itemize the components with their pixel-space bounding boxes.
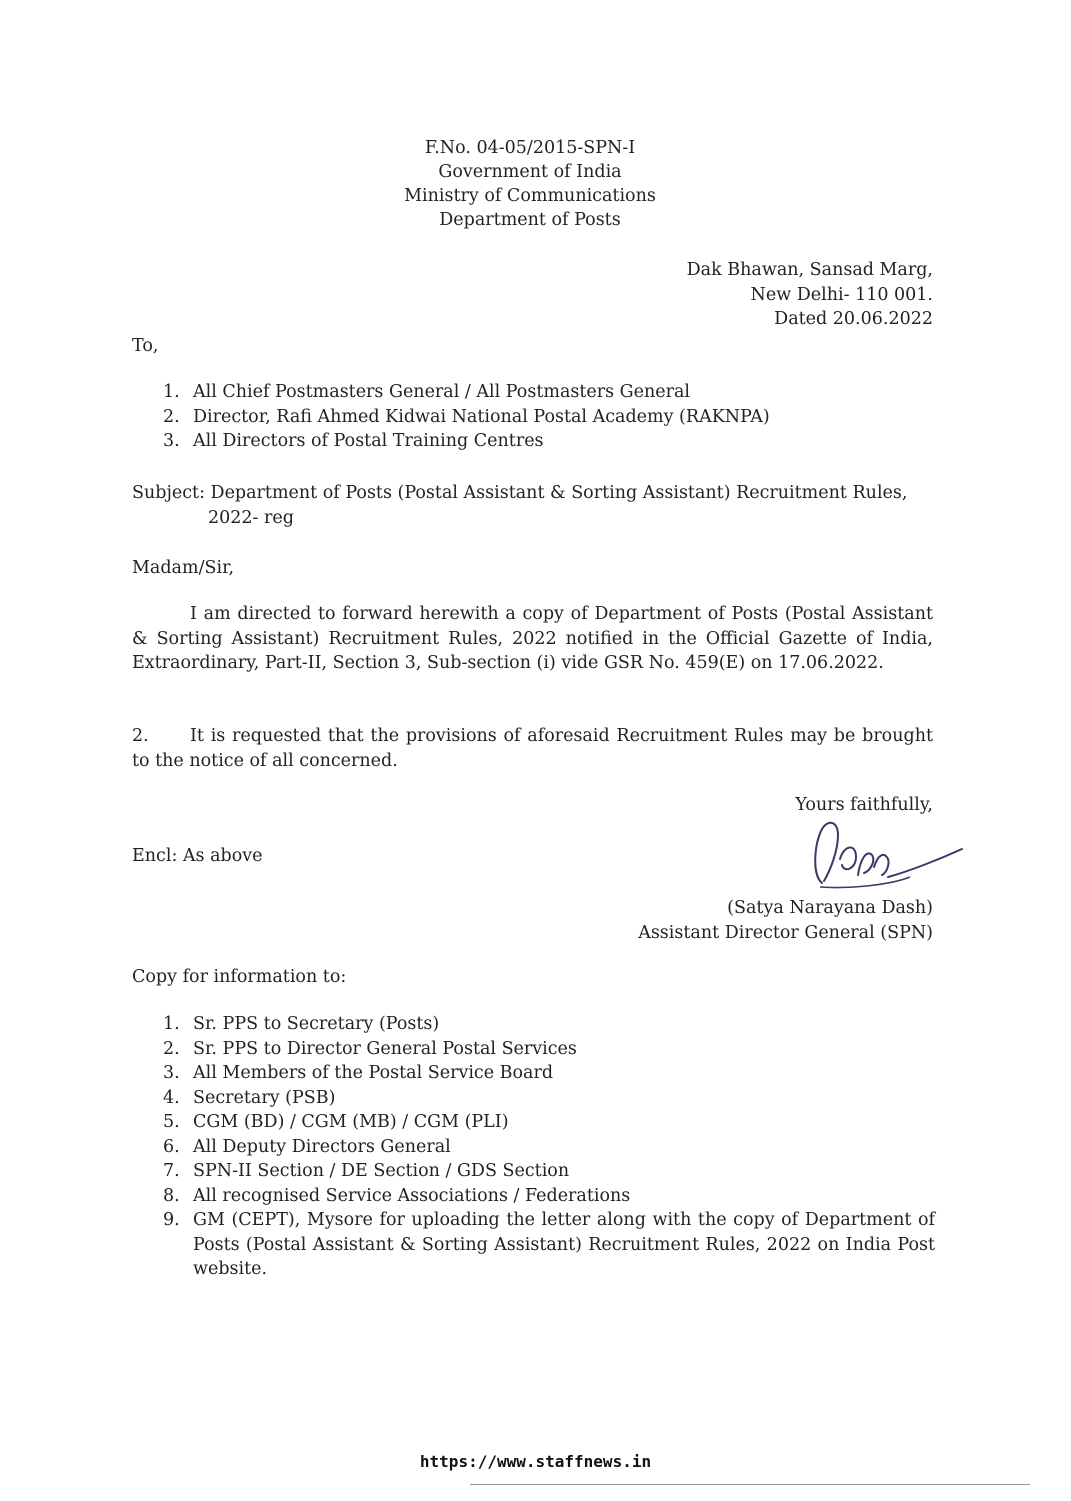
subject-line-1: Subject: Department of Posts (Postal Assistant & Sorting Assistant) Recruitment Rules,	[132, 483, 908, 503]
closing: Yours faithfully,	[795, 795, 933, 815]
list-item: 5. CGM (BD) / CGM (MB) / CGM (PLI)	[163, 1112, 509, 1132]
to-label: To,	[132, 336, 159, 356]
file-number: F.No. 04-05/2015-SPN-I	[424, 138, 636, 158]
list-item: 6. All Deputy Directors General	[163, 1136, 451, 1157]
date-line: Dated 20.06.2022	[774, 309, 933, 329]
signatory-designation: Assistant Director General (SPN)	[638, 923, 933, 943]
salutation: Madam/Sir,	[132, 558, 235, 578]
footer-rule	[470, 1484, 1030, 1485]
list-item: 7. SPN-II Section / DE Section / GDS Section	[163, 1161, 570, 1181]
signatory-name: (Satya Narayana Dash)	[727, 898, 933, 918]
address-line-1: Dak Bhawan, Sansad Marg,	[686, 260, 933, 280]
list-item: 1. Sr. PPS to Secretary (Posts)	[163, 1014, 440, 1034]
list-item: 9. GM (CEPT), Mysore for uploading the letter along with the copy of Department of Posts (Postal Assistant & Sorting Assistant) Recruitment Rules, 2022 on India Post website.	[163, 1210, 935, 1279]
signature	[800, 815, 970, 895]
list-item: 2. Director, Rafi Ahmed Kidwai National Postal Academy (RAKNPA)	[163, 406, 770, 427]
subject-line-2: 2022- reg	[208, 507, 294, 528]
address-block	[687, 258, 933, 332]
department-line: Department of Posts	[439, 210, 621, 230]
enclosure: Encl: As above	[132, 846, 263, 866]
copy-label: Copy for information to:	[132, 967, 347, 987]
list-item: 3. All Directors of Postal Training Centres	[163, 431, 544, 451]
list-item: 1. All Chief Postmasters General / All Postmasters General	[163, 382, 691, 402]
signatory-block	[638, 896, 933, 946]
paragraph-2: 2. It is requested that the provisions of aforesaid Recruitment Rules may be brought to the notice of all concerned.	[132, 726, 933, 771]
list-item: 8. All recognised Service Associations / Federations	[163, 1185, 631, 1206]
footer-url-link[interactable]: https://www.staffnews.in	[419, 1452, 652, 1471]
recipient-list	[163, 380, 883, 454]
ministry-line: Ministry of Communications	[404, 186, 656, 206]
letter-header	[300, 136, 760, 232]
government-line: Government of India	[438, 162, 622, 182]
list-item: 2. Sr. PPS to Director General Postal Services	[163, 1038, 577, 1059]
copy-list	[163, 1012, 935, 1282]
list-item: 4. Secretary (PSB)	[163, 1087, 336, 1108]
paragraph-1: I am directed to forward herewith a copy of Department of Posts (Postal Assistant & Sorting Assistant) Recruitment Rules, 2022 notified in the Official Gazette of India, Extraordinary, Part-II, Section 3, Sub-section (i) vide GSR No. 459(E) on 17.06.2022.	[132, 604, 933, 673]
subject	[132, 481, 933, 530]
list-item: 3. All Members of the Postal Service Board	[163, 1063, 554, 1083]
address-line-2: New Delhi- 110 001.	[750, 284, 933, 305]
